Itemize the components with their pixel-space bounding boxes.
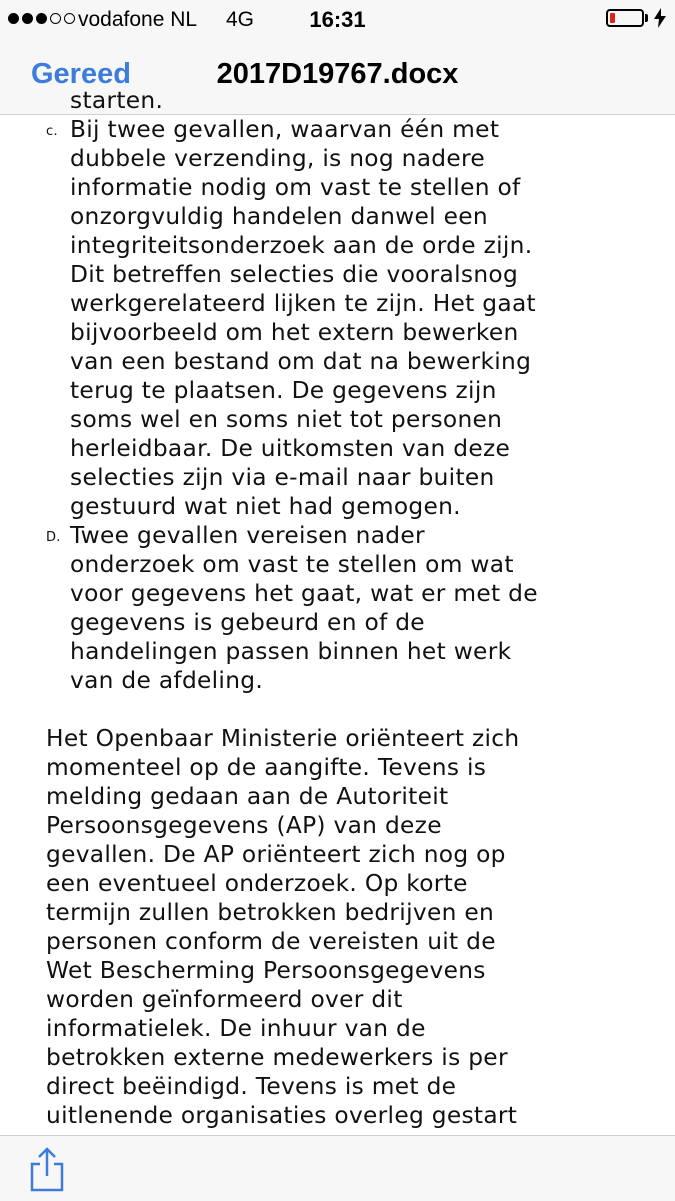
text-line: gevallen. De AP oriënteert zich nog op xyxy=(46,841,506,868)
text-line: bijvoorbeeld om het extern bewerken xyxy=(70,319,519,346)
text-line: van een bestand om dat na bewerking xyxy=(70,348,532,375)
text-line: momenteel op de aangifte. Tevens is xyxy=(46,754,487,781)
text-line: informatie nodig om vast te stellen of xyxy=(70,174,521,201)
signal-dot xyxy=(22,13,33,24)
charging-bolt-icon xyxy=(654,8,666,28)
signal-dot xyxy=(50,13,61,24)
document-viewer[interactable] xyxy=(0,87,675,1135)
list-item xyxy=(0,115,675,521)
text-line: Twee gevallen vereisen nader xyxy=(70,522,425,549)
text-line: betrokken externe medewerkers is per xyxy=(46,1044,508,1071)
text-line: soms wel en soms niet tot personen xyxy=(70,406,503,433)
text-line: Het Openbaar Ministerie oriënteert zich xyxy=(46,725,520,752)
text-line: Wet Bescherming Persoonsgegevens xyxy=(46,957,486,984)
text-line: terug te plaatsen. De gegevens zijn xyxy=(70,377,497,404)
network-type: 4G xyxy=(226,8,255,31)
text-line: handelingen passen binnen het werk xyxy=(70,638,512,665)
signal-dot xyxy=(64,13,75,24)
text-line: onderzoek om vast te stellen om wat xyxy=(70,551,514,578)
document-paragraph xyxy=(0,724,675,1130)
text-line: werkgerelateerd lijken te zijn. Het gaat xyxy=(70,290,536,317)
text-line: voor gegevens het gaat, wat er met de xyxy=(70,580,538,607)
signal-dot xyxy=(8,13,19,24)
share-icon[interactable] xyxy=(27,1146,67,1194)
battery-tip xyxy=(645,14,648,22)
done-button[interactable]: Gereed xyxy=(31,58,131,90)
text-line: termijn zullen betrokken bedrijven en xyxy=(46,899,495,926)
status-time: 16:31 xyxy=(309,7,366,32)
document-list xyxy=(0,115,675,695)
text-line: personen conform de vereisten uit de xyxy=(46,928,496,955)
text-line: selecties zijn via e-mail naar buiten xyxy=(70,464,495,491)
text-line: Bij twee gevallen, waarvan één met xyxy=(70,116,500,143)
signal-strength-icon xyxy=(8,13,75,24)
text-line: van de afdeling. xyxy=(70,667,264,694)
document-title: 2017D19767.docx xyxy=(216,58,459,90)
carrier-name: vodafone NL xyxy=(78,8,198,31)
text-line: gegevens is gebeurd en of de xyxy=(70,609,425,636)
list-item xyxy=(0,521,675,695)
text-line: starten. xyxy=(70,87,164,114)
document-content xyxy=(0,86,675,1130)
text-line: onzorgvuldig handelen danwel een xyxy=(70,203,488,230)
list-marker: c. xyxy=(46,124,58,139)
text-line: integriteitsonderzoek aan de orde zijn. xyxy=(70,232,533,259)
text-line: gestuurd wat niet had gemogen. xyxy=(70,493,461,520)
text-line: Dit betreffen selecties die vooralsnog xyxy=(70,261,519,288)
list-marker: D. xyxy=(46,530,61,545)
text-line: worden geïnformeerd over dit xyxy=(46,986,403,1013)
text-line: informatielek. De inhuur van de xyxy=(46,1015,426,1042)
text-line: dubbele verzending, is nog nadere xyxy=(70,145,486,172)
text-line: herleidbaar. De uitkomsten van deze xyxy=(70,435,511,462)
text-line: uitlenende organisaties overleg gestart xyxy=(46,1102,518,1129)
text-line: een eventueel onderzoek. Op korte xyxy=(46,870,468,897)
text-line: direct beëindigd. Tevens is met de xyxy=(46,1073,457,1100)
cut-off-text xyxy=(0,86,675,115)
text-line: Persoonsgegevens (AP) van deze xyxy=(46,812,442,839)
bottom-toolbar xyxy=(0,1135,675,1201)
battery-icon xyxy=(606,9,644,27)
signal-dot xyxy=(36,13,47,24)
status-bar xyxy=(0,0,675,40)
text-line: melding gedaan aan de Autoriteit xyxy=(46,783,449,810)
battery-level xyxy=(610,13,615,23)
